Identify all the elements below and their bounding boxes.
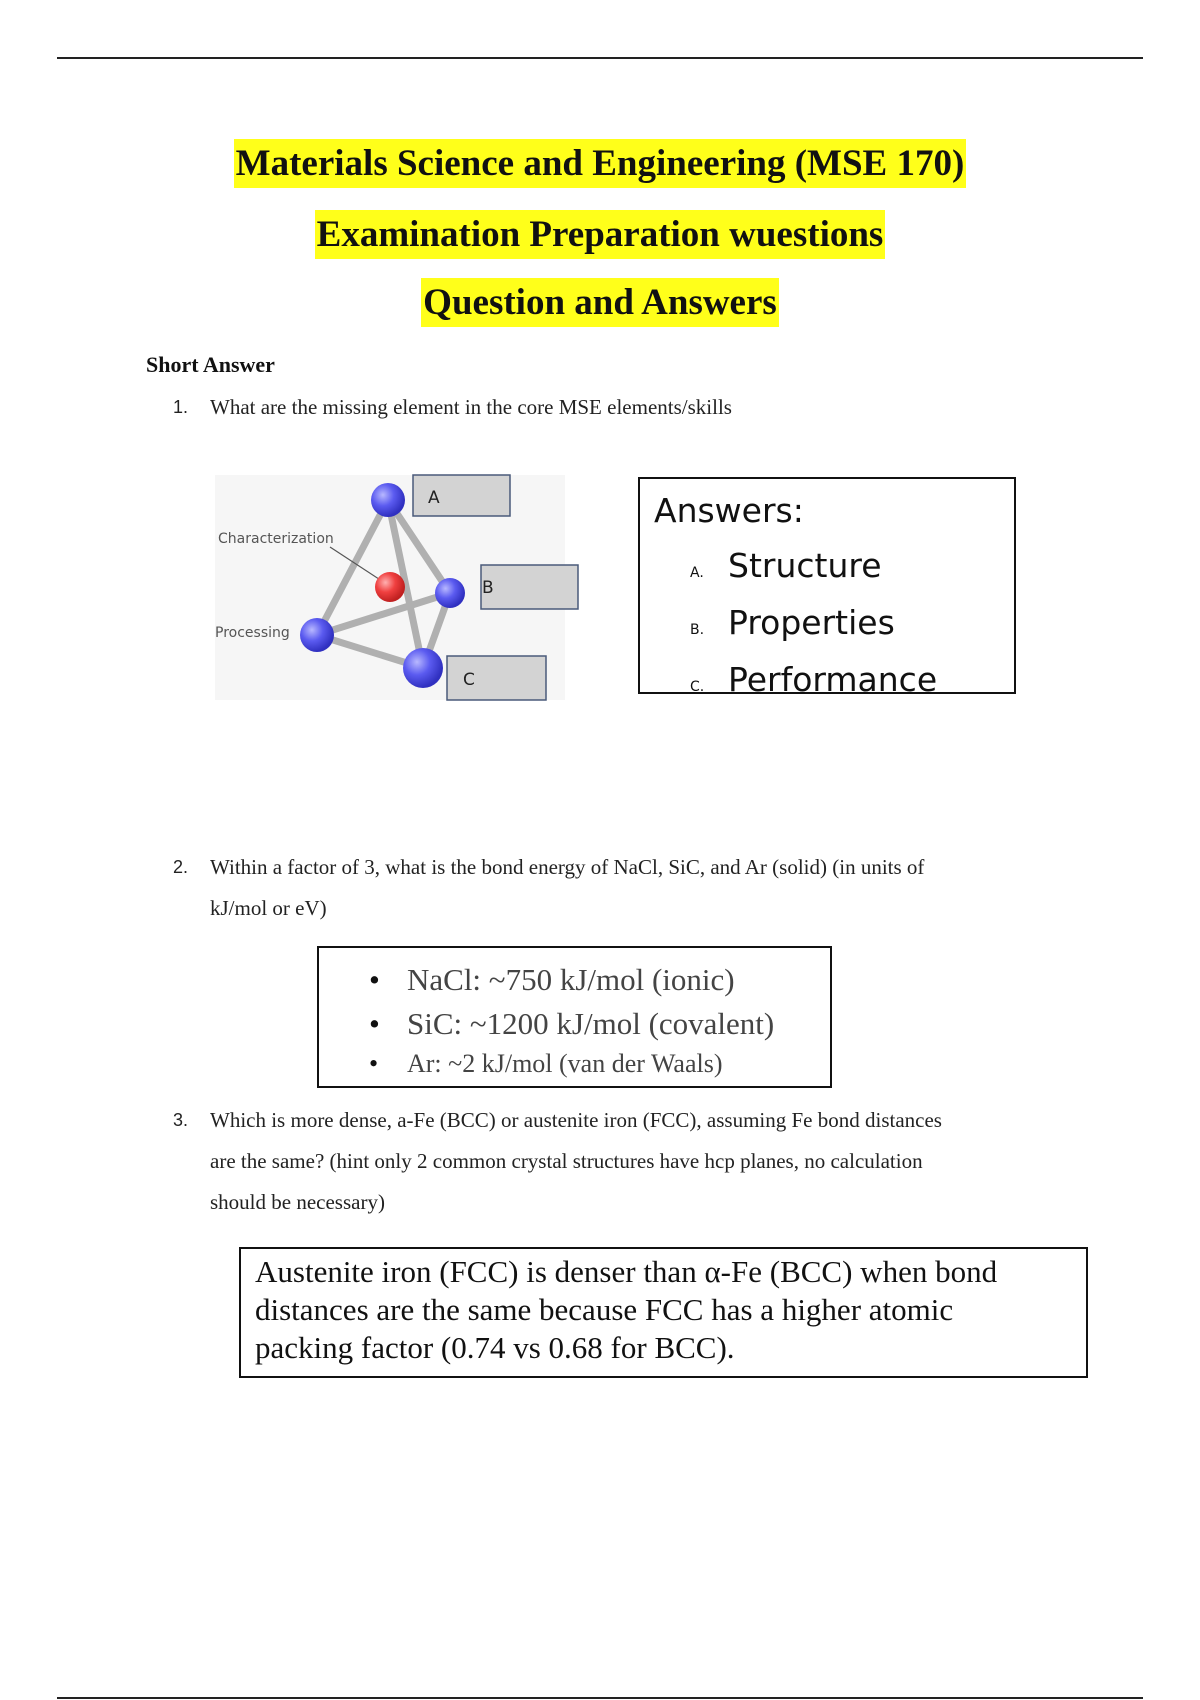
answer-item: B. Properties [690, 603, 895, 642]
answer-item: A. Structure [690, 546, 882, 585]
sphere-b [435, 578, 465, 608]
q3-number: 3. [173, 1110, 189, 1130]
answer-item: C. Performance [690, 660, 938, 699]
label-processing: Processing [215, 625, 290, 641]
label-a: A [428, 488, 440, 508]
answer-item: • NaCl: ~750 kJ/mol (ionic) [369, 962, 735, 997]
characterization-sphere [375, 572, 405, 602]
q1-text: What are the missing element in the core MSE elements/skills [210, 395, 732, 419]
q1-answer-box [638, 477, 1016, 699]
q1-number: 1. [173, 397, 189, 417]
mse-tetrahedron-diagram [205, 465, 595, 715]
answer-item: • Ar: ~2 kJ/mol (van der Waals) [369, 1049, 723, 1078]
label-characterization: Characterization [218, 531, 334, 547]
footer-rule [57, 1697, 1143, 1699]
doc-title: Materials Science and Engineering (MSE 170) [0, 142, 1200, 185]
label-b: B [482, 578, 494, 598]
header-rule [57, 57, 1143, 59]
q3-answer-text: Austenite iron (FCC) is denser than α-Fe (BCC) when bond distances are the same because FCC has a higher atomic packing factor (0.74 vs 0.68 for BCC). [255, 1254, 998, 1365]
answer-item: • SiC: ~1200 kJ/mol (covalent) [369, 1006, 775, 1041]
q2-answer-list [369, 958, 774, 1082]
sphere-c [403, 648, 443, 688]
sphere-a [371, 483, 405, 517]
answers-list [690, 541, 937, 712]
q2-number: 2. [173, 857, 189, 877]
blank-box-c [447, 656, 546, 700]
processing-sphere [300, 618, 334, 652]
q2-answer-box [317, 946, 832, 1088]
label-c: C [463, 670, 475, 690]
section-heading: Short Answer [146, 352, 275, 377]
q3-text: Which is more dense, a-Fe (BCC) or austenite iron (FCC), assuming Fe bond distances are the same? (hint only 2 common crystal structures have hcp planes, no calculation should be necessary) [210, 1108, 942, 1214]
q3-answer-box [239, 1247, 1088, 1378]
blank-box-b [481, 565, 578, 609]
doc-subtitle: Examination Preparation wuestions [0, 213, 1200, 256]
q2-text: Within a factor of 3, what is the bond energy of NaCl, SiC, and Ar (solid) (in units of kJ/mol or eV) [210, 855, 925, 920]
answers-heading: Answers: [654, 491, 804, 530]
doc-subtitle-2: Question and Answers [0, 281, 1200, 324]
